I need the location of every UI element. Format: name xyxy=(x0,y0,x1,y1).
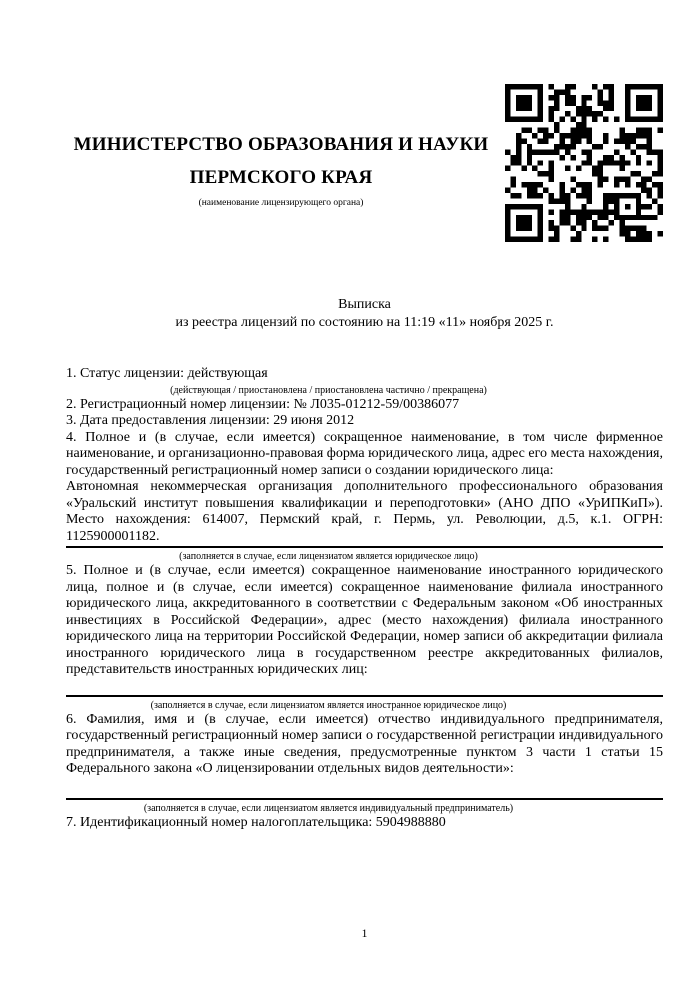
item-5-fill-line xyxy=(66,695,663,697)
item-6-entrepreneur-label: 6. Фамилия, имя и (в случае, если имеется) отчество индивидуального предпринимателя, государственный регистрационный номер записи о государственной регистрации индивидуального предпринимателя, а также иные сведения, предусмотренные пунктом 3 части 1 статьи 15 Федерального закона «О лицензировании отдельных видов деятельности»: xyxy=(66,711,663,776)
item-4-caption: (заполняется в случае, если лицензиатом является юридическое лицо) xyxy=(179,551,478,562)
page-number: 1 xyxy=(361,926,368,940)
item-6-caption: (заполняется в случае, если лицензиатом является индивидуальный предприниматель) xyxy=(143,802,514,814)
item-5-foreign-entity-label: 5. Полное и (в случае, если имеется) сокращенное наименование иностранного юридического лица, полное и (в случае, если имеется) сокращенное наименование филиала иностранного юридического лица, аккредитованного в соответствии с Федеральным законом «Об иностранных инвестициях в Российской Федерации», адрес (место нахождения) филиала иностранного юридического лица на территории Российской Федерации, номер записи об аккредитации филиала иностранного юридического лица в государственном реестре аккредитованных филиалов, представительств иностранных юридических лиц: xyxy=(66,563,663,677)
item-4-legal-entity-value: Автономная некоммерческая организация дополнительного профессионального образования «Уральский институт повышения квалификации и переподготовки» (АНО ДПО «УрИПКиП»). Место нахождения: 614007, Пермский край, г. Пермь, ул. Революции, д.5, к.1. ОГРН: 1125900001182. xyxy=(66,479,663,544)
item-5-caption: (заполняется в случае, если лицензиатом является иностранное юридическое лицо) xyxy=(150,699,507,711)
document-heading xyxy=(66,296,663,331)
licensing-authority-header xyxy=(66,128,496,208)
ministry-name-line2: ПЕРМСКОГО КРАЯ xyxy=(189,167,373,188)
item-4-fill-line xyxy=(66,546,663,548)
ministry-name-line1: МИНИСТЕРСТВО ОБРАЗОВАНИЯ И НАУКИ xyxy=(73,134,489,155)
item-1-license-status: 1. Статус лицензии: действующая xyxy=(66,366,268,381)
item-7-taxpayer-number: 7. Идентификационный номер налогоплательщика: 5904988880 xyxy=(66,814,446,830)
item-4-legal-entity-label: 4. Полное и (в случае, если имеется) сокращенное наименование, в том числе фирменное наименование, и организационно-правовая форма юридического лица, адрес его места нахождения, государственный регистрационный номер записи о создании юридического лица: xyxy=(66,429,663,478)
item-6-fill-line xyxy=(66,798,663,800)
item-2-registration-number: 2. Регистрационный номер лицензии: № Л035-01212-59/00386077 xyxy=(66,396,460,412)
ministry-name-caption: (наименование лицензирующего органа) xyxy=(198,198,364,208)
item-3-license-grant-date: 3. Дата предоставления лицензии: 29 июня 2012 xyxy=(66,413,355,428)
qr-code xyxy=(505,84,663,242)
document-subtitle: из реестра лицензий по состоянию на 11:19 «11» ноября 2025 г. xyxy=(175,314,554,330)
document-title: Выписка xyxy=(338,297,391,312)
document-body xyxy=(66,366,663,831)
item-1-caption: (действующая / приостановлена / приостановлена частично / прекращена) xyxy=(170,384,487,396)
